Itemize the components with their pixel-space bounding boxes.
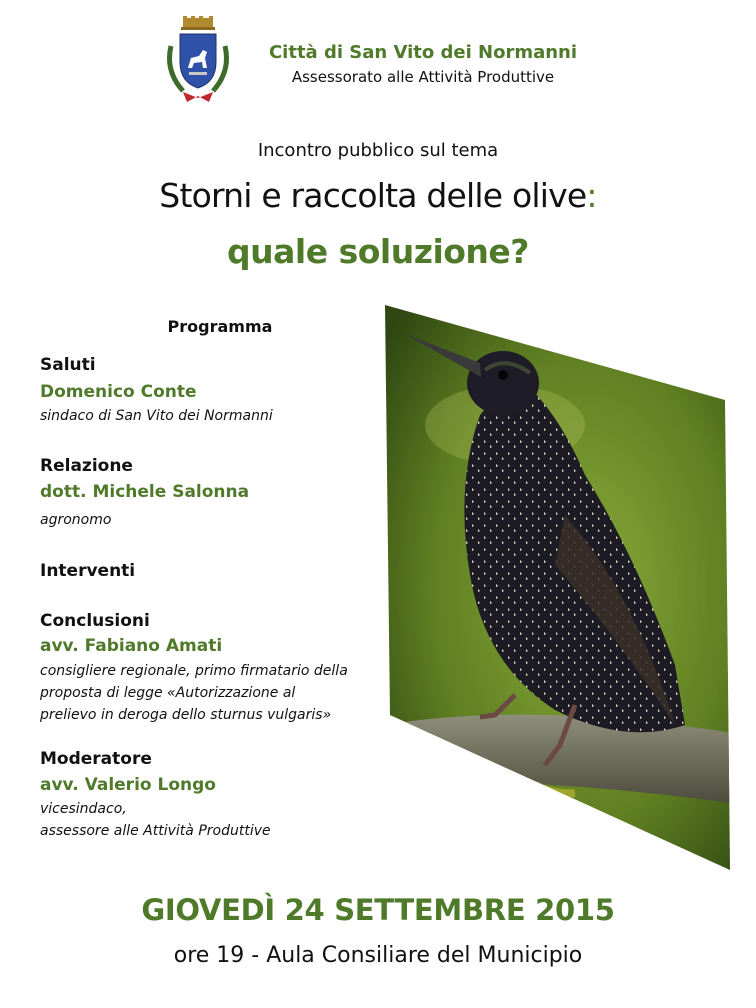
municipal-crest-icon: [163, 16, 233, 104]
role-saluti: Saluti: [40, 355, 96, 375]
desc-conclusioni-3: prelievo in deroga dello sturnus vulgaris»: [40, 707, 332, 723]
programme-heading: Programma: [167, 317, 273, 336]
role-conclusioni: Conclusioni: [40, 611, 150, 631]
role-relazione: Relazione: [40, 456, 133, 476]
event-intro: Incontro pubblico sul tema: [257, 140, 499, 161]
role-interventi: Interventi: [40, 561, 136, 581]
desc-conclusioni-2: proposta di legge «Autorizzazione al: [40, 685, 296, 701]
event-title: [0, 176, 756, 215]
role-moderatore: Moderatore: [40, 749, 152, 769]
city-name: Città di San Vito dei Normanni: [268, 42, 578, 63]
desc-relazione-1: agronomo: [40, 512, 112, 528]
event-place: ore 19 - Aula Consiliare del Municipio: [173, 943, 583, 968]
starling-photo: [385, 305, 745, 870]
desc-moderatore-2: assessore alle Attività Produttive: [40, 823, 271, 839]
event-title-colon: :: [586, 176, 597, 215]
desc-saluti-1: sindaco di San Vito dei Normanni: [40, 408, 273, 424]
person-saluti: Domenico Conte: [40, 382, 197, 402]
person-moderatore: avv. Valerio Longo: [40, 775, 216, 795]
event-date: GIOVEDÌ 24 SETTEMBRE 2015: [141, 893, 615, 927]
event-title-main: Storni e raccolta delle olive: [159, 176, 587, 215]
person-conclusioni: avv. Fabiano Amati: [40, 636, 223, 656]
desc-conclusioni-1: consigliere regionale, primo firmatario della: [40, 663, 348, 679]
person-relazione: dott. Michele Salonna: [40, 482, 250, 502]
desc-moderatore-1: vicesindaco,: [40, 801, 127, 817]
department-name: Assessorato alle Attività Produttive: [291, 68, 555, 86]
event-subtitle: quale soluzione?: [227, 232, 529, 271]
